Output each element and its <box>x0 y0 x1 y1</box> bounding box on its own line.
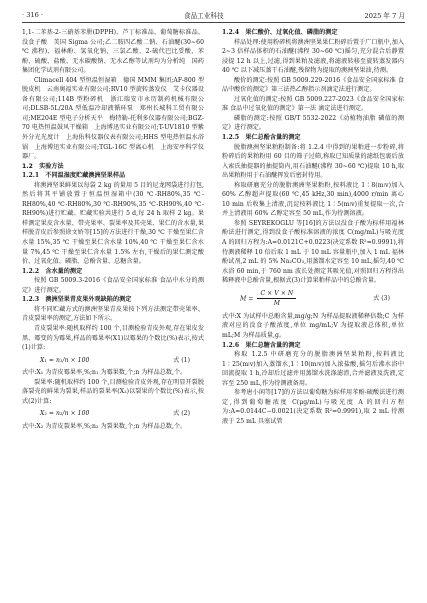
page-number: · 316 · <box>22 11 43 19</box>
reagents-paragraph: 1,1-二苯基-2-三硝基苯肼(DPPH)、芦丁标准品、葡萄糖标准品、没食子酸 美国 Sigma 公司;乙二胺四乙酸二钠、石油醚(30~60 ℃ 沸程)、福林酚、氢氧化钠、三氯乙酸、2-硫代巴比妥酸、苯酚、硫酸、盐酸、无水碳酸钠、无水乙醇等试剂均为分析纯 国药集团化学试剂有限公司。 <box>22 29 204 75</box>
moisture-paragraph: 按照 GB 5009.3-2016《食品安全国家标准 食品中水分的测定》进行测定。 <box>22 277 204 294</box>
phospholipid-paragraph: 磷脂的测定:按照 GB/T 5532-2022《动植物油脂 磷值的测定》进行测定。 <box>222 114 404 132</box>
sample-prep-paragraph: 样品处理:使用粉碎机将澳洲坚果果仁粉碎后置于广口瓶中,加入 2~3 倍样品体积的石油醚(沸程 30~60 ℃)摇匀,充分混合后静置浸提 12 h 以上,过滤,得到果粕及滤液,将滤液转移至旋转蒸发器内 40 ℃ 以下减压蒸干石油醚,残留物为提取的澳洲坚果油,待测。 <box>222 38 404 75</box>
equation-formula: X₂ = n₂/n × 100 <box>40 410 90 418</box>
phenol-sulfuric-paragraph: 参考唐小闲等[17]的方法以葡萄糖为标样用苯酚-硫酸法进行测定,得到葡萄糖浓度 C(μg/mL)与吸光度 A 的回归方程为:A=0.0144C−0.0021(决定系数 R²=0.9991),取 2 mL 待测液于 25 mL 具塞试管 <box>222 389 404 425</box>
equation-formula: X₁ = n₁/n × 100 <box>40 356 90 364</box>
equation-denominator: M <box>273 300 280 308</box>
instruments-paragraph: Climacell 404 型恒温恒湿箱 德国 MMM 集团;AF-800 型脱皮机 云南奥福实业有限公司;RV10 型旋转蒸发仪 艾卡仪器设备有限公司;114B 型粉碎机 浙江瑞安市永历制药机械有限公司;DLSB-5L/20A 型低温冷却液循环泵 郑州长城科工贸有限公司;ME204E 型电子分析天平 梅特勒-托利多仪器有限公司;BGZ-70 电热恒温鼓风干燥箱 上海博迅实业有限公司;T-UV1810 型紫外分光光度计 上海佑科仪器仪表有限公司;HHS 型电热恒温水浴锅 上海博迅实业有限公司;TGL-16C 型离心机 上海安亭科学仪器厂。 <box>22 76 204 161</box>
subsection-heading: 1.2.3 澳洲坚果青皮果外观缺陷的测定 <box>22 296 132 304</box>
right-column <box>222 28 404 426</box>
phenol-section <box>222 133 404 143</box>
mold-rate-paragraph: 青皮裂果率:随机取样约 100 个,目测检验青皮外观,存在果皮发黑、霉变的为霉果,样品的霉果率(X1)以霉果的个数比(%)表示,按式(1)计算: <box>22 324 204 352</box>
page-header <box>22 8 405 23</box>
peroxide-paragraph: 过氧化值的测定:按照 GB 5009.227-2023《食品安全国家标准 食品中过氧化值的测定》第一法 滴定法进行测定。 <box>222 95 404 113</box>
subsection-heading: 1.2.2 含水量的测定 <box>22 267 83 275</box>
equation-number: 式 (2) <box>173 410 190 418</box>
equation-number: 式 (1) <box>173 356 190 364</box>
equation-numerator: C × V × N <box>257 289 296 300</box>
subsection-heading: 1.2.6 果仁总糖含量的测定 <box>222 341 301 349</box>
equation-lhs: M = <box>240 295 254 303</box>
defect-paragraph: 将不同贮藏方式的澳洲坚果青皮果按下列方法测定带壳果率、青皮裂果率的测定,方法如下所示。 <box>22 305 204 323</box>
extraction-paragraph: 称取研磨充分的脱脂澳洲坚果粕粉,按料液比 1∶8(m∶v)加入 60% 乙醇超声提取(60 ℃,45 kHz,30 min),4000 r/min 离心 10 min 后收集上清液,沉淀按料液比 1∶5(m∶v)重复提取一次,合并上清液用 60% 乙醇定容至 50 mL,作为待测溶液。 <box>222 181 404 218</box>
equation-2-note: 式中:X₂ 为青皮裂果率,%;n₂ 为裂果数,个;n 为样品总数,个。 <box>22 422 187 430</box>
storage-section <box>22 171 204 181</box>
subsection-heading: 1.2.5 果仁总酚含量的测定 <box>222 134 301 142</box>
subsection-heading: 1.2.1 不同温湿度贮藏澳洲坚果样品 <box>22 172 126 180</box>
subsection-heading: 1.2.4 果仁酸价、过氧化值、磷脂的测定 <box>222 29 338 36</box>
equation-formula <box>240 289 298 309</box>
acid-section <box>222 28 404 38</box>
sugar-extraction-paragraph: 称取 1.2.5 中研磨充分的脱脂澳洲坚果粕粉,按料液比 1∶25(m∶v)加入蒸馏水,1∶10(m∶v)加入浓盐酸,摇匀后沸水浴中回流提取 1 h,冷却后过滤并用蒸馏水洗涤滤渣,合并滤液及洗液,定容至 250 mL,作为待测液备用。 <box>222 351 404 387</box>
equation-number: 式 (3) <box>373 295 390 303</box>
equation-3-note: 式中:X 为试样中总酚含量,mg/g;N 为样品提取液稀释倍数;C 为样液对应的没食子酸浓度,单位 mg/mL;V 为提取液总体积,单位 mL;M 为样品质量,g。 <box>222 312 404 339</box>
storage-paragraph: 将澳洲坚果鲜果以每袋 2 kg 的量用 5 目的尼龙网袋进行打包,然后将其平铺放置于恒温恒湿箱中(30 ℃-RH80%,35 ℃-RH80%,40 ℃-RH80%,30 ℃-RH90%,35 ℃-RH90%,40 ℃-RH90%)进行贮藏。贮藏实验共进行 5 d,每 24 h 取样 2 kg。果样测定果皮含水量、带壳果率、裂果率及其壳果、果仁的含水量,果样脱青皮后参照徐文娇等[15]的方法进行干燥,30 ℃ 干燥至果仁含水量 15%,35 ℃ 干燥至果仁含水量 10%,40 ℃ 干燥至果仁含水量 7%,45 ℃ 干燥至果仁含水量 1.5% 左右,干燥后的果仁测定酸价、过氧化值、磷脂、总酚含量、总糖含量。 <box>22 181 204 266</box>
section-heading: 1.2 实验方法 <box>22 162 64 170</box>
equation-1 <box>22 354 204 368</box>
defatted-powder-paragraph: 脱脂澳洲坚果粕粉制备:将 1.2.4 中得到的果粕进一步粉碎,将粉碎后的果粕粉用 60 目的筛子过筛,称取已知质量的滤纸包裹后放入索氏抽提器的抽提筒内,用石油醚(沸程 30~60 ℃)提取 10 h,取出果粕粉用于石油醚挥发后密封待用。 <box>222 143 404 180</box>
journal-name: 食品工业科技 <box>183 12 224 20</box>
left-column <box>22 28 204 431</box>
equation-2 <box>22 407 204 421</box>
acid-value-paragraph: 酸价的测定:按照 GB 5009.229-2016《食品安全国家标准 食品中酸价的测定》第三法热乙醇指示剂滴定法进行测定。 <box>222 76 404 94</box>
defect-section <box>22 295 204 305</box>
issue-date: 2025 年 7 月 <box>364 12 405 20</box>
equation-fraction <box>257 289 296 309</box>
crack-rate-paragraph: 裂果率:随机取样约 100 个,目测检验青皮外观,存在明显开裂脱落裂壳的鲜果为裂果,样品的裂果率(X₂)以裂果的个数比(%)表示,按式(2)计算: <box>22 378 204 405</box>
folin-method-paragraph: 参照 SEYREKOGLU 等[16]的方法以没食子酸为标样用福林酚法进行测定,得到没食子酸标准溶液的浓度 C(mg/mL)与吸光度 A 的回归方程为:A=0.0121C+0.0223(决定系数 R²=0.9991),将待测液稀释 10 倍后取 1 mL 于 10 mL 容量瓶中,加入 1 mL 福林酚试剂,2 mL 的 5% Na₂CO₃,用蒸馏水定容至 10 mL,摇匀,40 ℃ 水浴 60 min,于 760 nm 波长处测定其吸光值,对照回归方程得出稀释液中总酚含量,根据式(3)计算果粕样品中的总酚含量。 <box>222 219 404 285</box>
equation-1-note: 式中:X₁ 为青皮霉果率,%;n₁ 为霉果数,个;n 为样品总数,个。 <box>22 369 187 377</box>
equation-3 <box>222 287 404 311</box>
sugar-section <box>222 341 404 351</box>
moisture-section <box>22 267 204 277</box>
